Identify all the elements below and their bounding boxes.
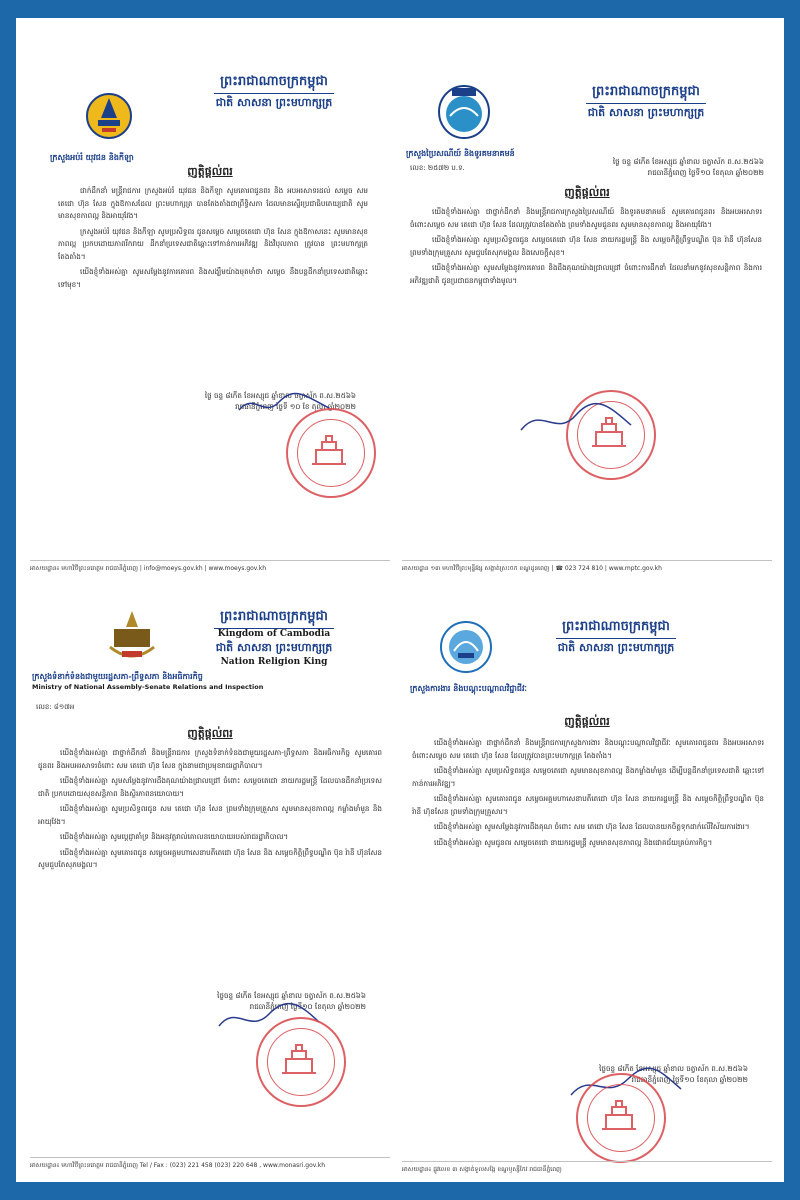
solar-date: រាជធានីភ្នំពេញ ថ្ងៃទី ១០ ខែ តុលា ឆ្នាំ២០២២ <box>235 402 356 411</box>
ministry-name <box>32 671 263 691</box>
paragraph: យើងខ្ញុំទាំងអស់គ្នា សូមប្រសិទ្ធពរជូន សម្តេចតេជោ សូមមានសុខភាពល្អ និងកម្លាំងមាំមួន ដើម្បីបន្តដឹកនាំប្រទេសជាតិ ឆ្ពោះទៅកាន់ការអភិវឌ្ឍ។ <box>412 766 764 788</box>
moeys-logo-icon <box>84 88 134 148</box>
letter-footer: អាសយដ្ឋាន៖ ផ្លូវលេខ ៣ សង្កាត់ទួលសង្កែ ខណ្ឌឫស្សីកែវ រាជធានីភ្នំពេញ <box>402 1161 772 1174</box>
paragraph: យើងខ្ញុំទាំងអស់គ្នា សូមប្ដេជ្ញាគាំទ្រ និងអនុវត្តរាល់គោលនយោបាយរបស់រាជរដ្ឋាភិបាល។ <box>60 832 289 841</box>
paragraph: យើងខ្ញុំទាំងអស់គ្នា សូមគោរពជូន សម្តេចអគ្គមហាសេនាបតីតេជោ ហ៊ុន សែន និង សម្តេចកិត្តិព្រឹទ្ធបណ្ឌិត ប៊ុន រ៉ានី ហ៊ុនសែន សូមជួបតែសុភមង្គល។ <box>38 847 382 869</box>
letter-monasri <box>24 585 396 1177</box>
paragraph: យើងខ្ញុំទាំងអស់គ្នា សូមជូនពរ សម្តេចតេជោ នាយករដ្ឋមន្ត្រី សូមមានសុខភាពល្អ និងជោគជ័យគ្រប់ភារកិច្ច។ <box>434 837 713 847</box>
royal-header <box>174 70 374 112</box>
signature-icon <box>516 400 636 440</box>
solar-date: រាជធានីភ្នំពេញ ថ្ងៃទី១០ ខែតុលា ឆ្នាំ២០២២ <box>249 1002 366 1011</box>
nation-motto-en: Nation Religion King <box>220 657 328 667</box>
letter-mlvt <box>396 585 778 1177</box>
letter-title: ញត្តិផ្ដល់ពរ <box>564 715 610 728</box>
lunar-date: ថ្ងៃចន្ទ ៨កើត ខែអស្សុជ ឆ្នាំខាល ចត្វាស័ក ព.ស.២៥៦៦ <box>599 1064 748 1073</box>
nation-motto: ជាតិ សាសនា ព្រះមហាក្សត្រ <box>557 641 675 654</box>
nation-motto: ជាតិ សាសនា ព្រះមហាក្សត្រ <box>587 106 705 119</box>
paragraph: យើងខ្ញុំទាំងអស់គ្នា សូមប្រសិទ្ធពរជូន សម្តេចតេជោ ហ៊ុន សែន នាយករដ្ឋមន្ត្រី និង សម្តេចកិត្តិព្រឹទ្ធបណ្ឌិត ប៊ុន រ៉ានី ហ៊ុនសែន ព្រមទាំងក្រុមគ្រួសារ សូមជួបតែសុភមង្គល និងសេចក្ដីសុខ។ <box>410 235 762 257</box>
reference-number: លេខ: ២៥៧២ ប.ទ. <box>410 164 465 172</box>
letter-title: ញត្តិផ្ដល់ពរ <box>187 727 233 740</box>
letter-date <box>613 156 764 178</box>
official-stamp-icon <box>256 1017 346 1107</box>
paragraph: យើងខ្ញុំទាំងអស់គ្នា សូមសម្ដែងនូវការដឹងគុណយ៉ាងជ្រាលជ្រៅ ចំពោះ សម្តេចតេជោ នាយករដ្ឋមន្ត្រី ដែលបានដឹកនាំប្រទេសជាតិ ប្រកបដោយសុខសន្តិភាព និងស្ថិរភាពនយោបាយ។ <box>38 776 382 798</box>
official-stamp-icon <box>576 1073 666 1163</box>
paragraph: យើងខ្ញុំទាំងអស់គ្នា ជាថ្នាក់ដឹកនាំ និងមន្ត្រីរាជការក្រសួងការងារ និងបណ្តុះបណ្តាលវិជ្ជាជីវៈ សូមគោរពជូនពរ និងអបអរសាទរ ចំពោះសម្តេច សម តេជោ ហ៊ុន សែន ដែលត្រូវបានព្រះមហាក្សត្រ តែងតាំង។ <box>412 738 764 760</box>
paragraph: ក្រសួងអប់រំ យុវជន និងកីឡា សូមប្រសិទ្ធពរ ជូនសម្តេច សម្តេចតេជោ ហ៊ុន សែន ក្នុងឱកាសនេះ សូមមានសុខភាពល្អ ប្រកបដោយភាពរីករាយ ដឹកនាំប្រទេសជាតិឆ្ពោះទៅកាន់ការអភិវឌ្ឍ និងវិបុលភាព ត្រូវបាន ព្រះមហាក្សត្រ តែងតាំង។ <box>58 226 368 261</box>
paragraph: យើងខ្ញុំទាំងអស់គ្នា ជាថ្នាក់ដឹកនាំ និងមន្ត្រីរាជការក្រសួងប្រៃសណីយ៍ និងទូរគមនាគមន៍ សូមគោរពជូនពរ និងអបអរសាទរ ចំពោះសម្តេច សម តេជោ ហ៊ុន សែន ដែលត្រូវបានតែងតាំង ព្រមទាំងសូមជូនពរ សូមមានសុខភាពល្អ និងអាយុវែង។ <box>410 207 762 229</box>
solar-date: រាជធានីភ្នំពេញ ថ្ងៃទី១០ ខែតុលា ឆ្នាំ២០២២ <box>647 168 764 177</box>
ministry-name: ក្រសួងការងារ និងបណ្តុះបណ្តាលវិជ្ជាជីវៈ <box>410 684 527 693</box>
kingdom-title: ព្រះរាជាណាចក្រកម្ពុជា <box>214 73 334 94</box>
mlvt-logo-icon <box>438 619 494 675</box>
solar-date: រាជធានីភ្នំពេញ ថ្ងៃទី១០ ខែតុលា ឆ្នាំ២០២២ <box>631 1075 748 1084</box>
lunar-date: ថ្ងៃ ចន្ទ ៨កើត ខែអស្សុជ ឆ្នាំខាល ចត្វាស័ក ព.ស.២៥៦៦ <box>204 391 356 400</box>
paragraph: យើងខ្ញុំទាំងអស់គ្នា សូមប្រសិទ្ធពរជូន សម តេជោ ហ៊ុន សែន ព្រមទាំងក្រុមគ្រួសារ សូមមានសុខភាពល្អ កម្លាំងមាំមួន និងអាយុវែង។ <box>38 804 382 826</box>
paragraph: យើងខ្ញុំទាំងអស់គ្នា សូមសម្ដែងនូវការគោរព និងដឹងគុណយ៉ាងជ្រាលជ្រៅ ចំពោះការដឹកនាំ ដែលនាំមកនូវសុខសន្តិភាព និងការអភិវឌ្ឍជាតិ ជូនប្រជាជនកម្ពុជាទាំងមូល។ <box>410 263 762 285</box>
royal-header <box>184 605 364 667</box>
lunar-date: ថ្ងៃ ចន្ទ ៨កើត ខែអស្សុជ ឆ្នាំខាល ចត្វាស័ក ព.ស.២៥៦៦ <box>612 157 764 166</box>
ministry-name: ក្រសួងអប់រំ យុវជន និងកីឡា <box>50 153 134 162</box>
kingdom-title-en: Kingdom of Cambodia <box>217 629 331 639</box>
paragraph: ជាក់ដឹកនាំ មន្ត្រីរាជការ ក្រសួងអប់រំ យុវជន និងកីឡា សូមគោរពជូនពរ និង អបអរសាទរដល់ សម្តេច សម តេជោ ហ៊ុន សែន ក្នុងឱកាសដែល ព្រះមហាក្សត្រ បានតែងតាំងជាព្រឹទ្ធិសភា ដែលមានស្ទើរប្រជាធិបតេយ្យជាតិ សូមមានសុខភាពល្អ និងអាយុវែង។ <box>58 186 368 220</box>
kingdom-title: ព្រះរាជាណាចក្រកម្ពុជា <box>586 83 706 104</box>
kingdom-title: ព្រះរាជាណាចក្រកម្ពុជា <box>556 618 676 639</box>
official-stamp-icon <box>286 408 376 498</box>
royal-header <box>536 80 756 122</box>
letter-title: ញត្តិផ្ដល់ពរ <box>187 165 233 178</box>
lunar-date: ថ្ងៃចន្ទ ៨កើត ខែអស្សុជ ឆ្នាំខាល ចត្វាស័ក ព.ស.២៥៦៦ <box>217 991 366 1000</box>
letter-body <box>38 747 382 875</box>
nation-motto: ជាតិ សាសនា ព្រះមហាក្សត្រ <box>215 641 333 654</box>
paragraph: យើងខ្ញុំទាំងអស់គ្នា ជាថ្នាក់ដឹកនាំ និងមន្ត្រីរាជការ ក្រសួងទំនាក់ទំនងជាមួយរដ្ឋសភា-ព្រឹទ្ធសភា និងអធិការកិច្ច សូមគោរពជូនពរ និងអបអរសាទរចំពោះ សម តេជោ ហ៊ុន សែន ក្នុងនាមជាប្រមុខរាជរដ្ឋាភិបាល។ <box>38 748 382 770</box>
letter-footer: អាសយដ្ឋាន៖ មហាវិថីព្រះនរោត្តម រាជធានីភ្នំពេញ Tel / Fax : (023) 221 458 (023) 220 648 , www.monasri.gov.kh <box>30 1157 390 1170</box>
kingdom-title: ព្រះរាជាណាចក្រកម្ពុជា <box>214 608 334 629</box>
letter-mptc <box>396 60 778 580</box>
reference-number: លេខ: ៨១៧អ <box>36 703 75 711</box>
letter-moeys <box>24 60 396 580</box>
letter-title: ញត្តិផ្ដល់ពរ <box>564 186 610 199</box>
mptc-logo-icon <box>436 80 492 140</box>
letter-footer: អាសយដ្ឋាន ១៣ មហាវិថីព្រះមុន្នីវង្ស សង្កាត់ស្រះចក ខណ្ឌដូនពេញ | ☎ 023 724 810 | www.mptc.gov.kh <box>402 560 772 573</box>
letter-body <box>412 737 764 852</box>
paragraph: យើងខ្ញុំទាំងអស់គ្នា សូមគោរពជូន សម្តេចអគ្គមហាសេនាបតីតេជោ ហ៊ុន សែន នាយករដ្ឋមន្ត្រី និង សម្តេចកិត្តិព្រឹទ្ធបណ្ឌិត ប៊ុន រ៉ានី ហ៊ុនសែន ព្រមទាំងក្រុមគ្រួសារ។ <box>412 794 764 816</box>
royal-header <box>506 615 726 657</box>
letter-footer: អាសយដ្ឋាន៖ មហាវិថីព្រះនរោត្តម រាជធានីភ្នំពេញ | info@moeys.gov.kh | www.moeys.gov.kh <box>30 560 390 573</box>
paragraph: យើងខ្ញុំទាំងអស់គ្នា សូមសម្ដែងនូវការដឹងគុណ ចំពោះ សម តេជោ ហ៊ុន សែន ដែលបានយកចិត្តទុកដាក់លើវិស័យការងារ។ <box>434 822 750 831</box>
ministry-name-kh: ក្រសួងទំនាក់ទំនងជាមួយរដ្ឋសភា-ព្រឹទ្ធសភា និងអធិការកិច្ច <box>32 672 203 681</box>
letter-body <box>410 206 762 290</box>
nation-motto: ជាតិ សាសនា ព្រះមហាក្សត្រ <box>215 96 333 109</box>
ministry-name-en: Ministry of National Assembly-Senate Relations and Inspection <box>32 683 264 691</box>
ministry-name: ក្រសួងប្រៃសណីយ៍ និងទូរគមនាគមន៍ <box>406 149 515 158</box>
paragraph: យើងខ្ញុំទាំងអស់គ្នា សូមសម្ដែងនូវការគោរព និងសង្ឃឹមយ៉ាងមុតមាំថា សម្តេច នឹងបន្តដឹកនាំប្រទេសជាតិឆ្ពោះទៅមុខ។ <box>58 267 368 289</box>
letter-body <box>58 185 368 294</box>
monasri-logo-icon <box>104 607 160 667</box>
